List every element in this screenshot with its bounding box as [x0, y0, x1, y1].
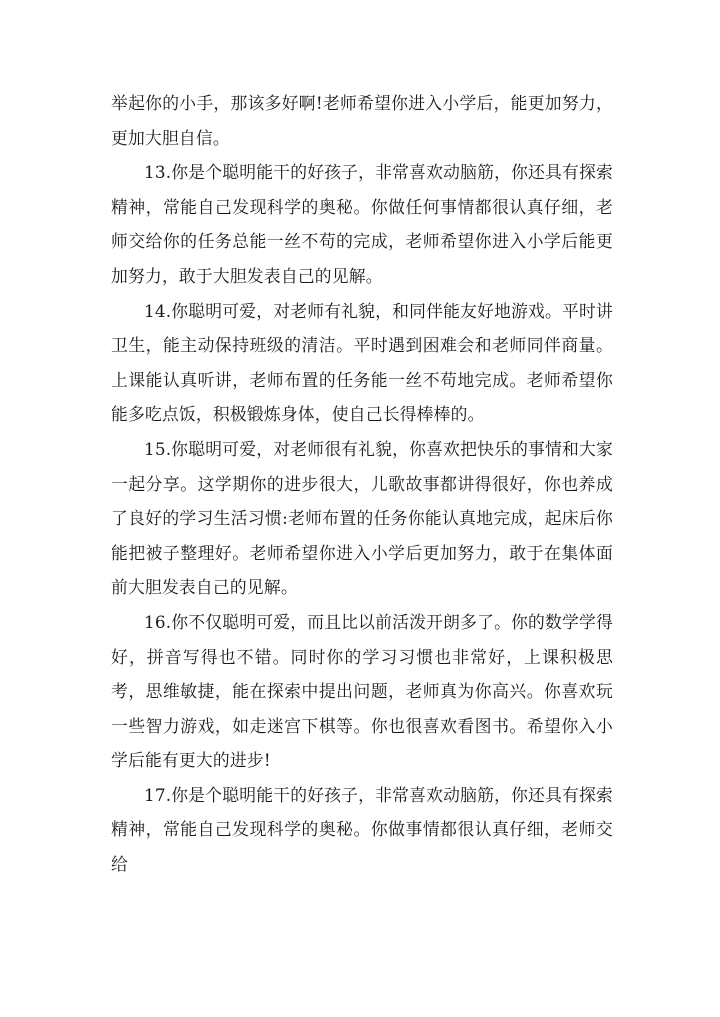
paragraph-16: 16.你不仅聪明可爱，而且比以前活泼开朗多了。你的数学学得好，拼音写得也不错。同时你的学习习惯也非常好，上课积极思考，思维敏捷，能在探索中提出问题，老师真为你高兴。你喜欢玩一些智力游戏，如走迷宫下棋等。你也很喜欢看图书。希望你入小学后能有更大的进步! — [111, 611, 613, 771]
paragraph-15: 15.你聪明可爱，对老师很有礼貌，你喜欢把快乐的事情和大家一起分享。这学期你的进步很大，儿歌故事都讲得很好，你也养成了良好的学习生活习惯:老师布置的任务你能认真地完成，起床后你能把被子整理好。老师希望你进入小学后更加努力，敢于在集体面前大胆发表自己的见解。 — [111, 438, 613, 598]
paragraph-continuation: 举起你的小手，那该多好啊!老师希望你进入小学后，能更加努力，更加大胆自信。 — [111, 93, 613, 148]
document-body — [111, 86, 613, 882]
paragraph-17: 17.你是个聪明能干的好孩子，非常喜欢动脑筋，你还具有探索精神，常能自己发现科学的奥秘。你做事情都很认真仔细，老师交给 — [111, 784, 613, 875]
paragraph-13: 13.你是个聪明能干的好孩子，非常喜欢动脑筋，你还具有探索精神，常能自己发现科学的奥秘。你做任何事情都很认真仔细，老师交给你的任务总能一丝不苟的完成，老师希望你进入小学后能更加努力，敢于大胆发表自己的见解。 — [111, 162, 613, 286]
paragraph-14: 14.你聪明可爱，对老师有礼貌，和同伴能友好地游戏。平时讲卫生，能主动保持班级的清洁。平时遇到困难会和老师同伴商量。上课能认真听讲，老师布置的任务能一丝不苟地完成。老师希望你能多吃点饭，积极锻炼身体，使自己长得棒棒的。 — [111, 300, 613, 425]
